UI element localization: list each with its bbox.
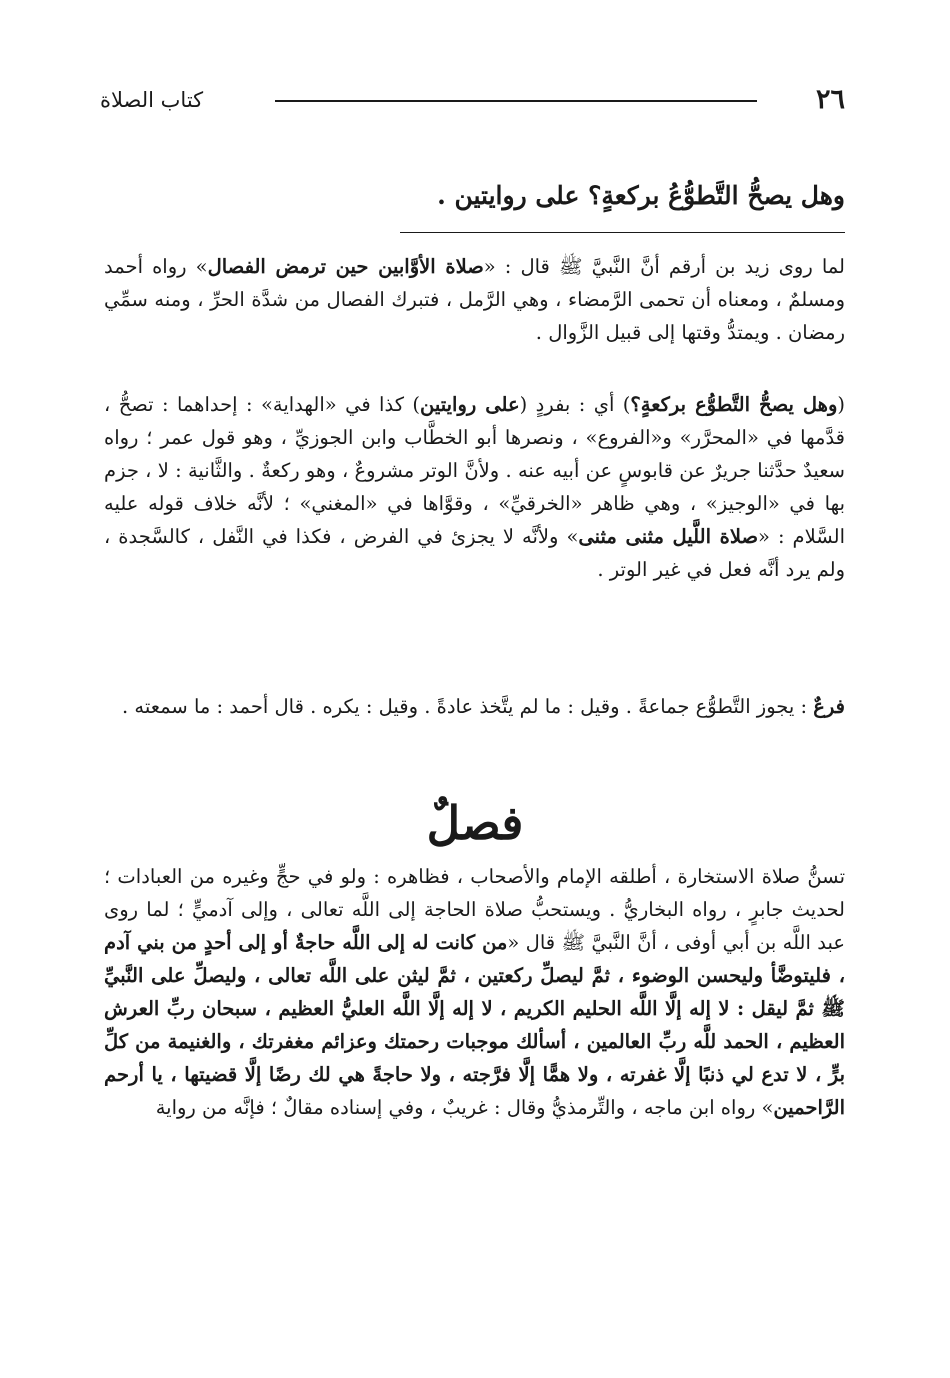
matn-rule	[400, 232, 845, 233]
text-run: ) أي : بفردٍ (	[519, 393, 631, 416]
section-heading: فصلٌ	[426, 796, 524, 850]
hadith-quote: صلاة اللَّيل مثنى مثنى	[578, 525, 759, 548]
text-run: : يجوز التَّطوُّع جماعةً . وقيل : ما لم يتَّخذ عادةً . وقيل : يكره . قال أحمد : ما سمعته .	[122, 695, 814, 718]
running-title: كتاب الصلاة	[100, 88, 204, 112]
text-run: لما روى زيد بن أرقم أنَّ النَّبيَّ ﷺ قال : «	[483, 255, 845, 278]
commentary-paragraph-3	[104, 690, 845, 723]
commentary-paragraph-1	[104, 250, 845, 349]
header-rule	[275, 100, 757, 102]
commentary-paragraph-2	[104, 388, 845, 586]
matn-statement: وهل يصحُّ التَّطوُّعُ بركعةٍ؟ على روايتين .	[437, 181, 845, 210]
text-run: » رواه أحمد ومسلمٌ ، ومعناه أن تحمى الرَّمضاء ، وهي الرَّمل ، فتبرك الفصال من شدَّة الحرِّ ، ومنه سمِّي رمضان . ويمتدُّ وقتها إلى قبيل الزَّوال .	[104, 255, 845, 344]
matn-quote: على روايتين	[420, 393, 520, 416]
text-run: » ولأنَّه لا يجزئ في الفرض ، فكذا في النَّفل ، كالسَّجدة ، ولم يرد أنَّه فعل في غير الوتر .	[104, 525, 845, 581]
page-number: ٢٦	[815, 84, 845, 115]
subheading-far: فرعٌ	[813, 695, 845, 718]
text-run: » رواه ابن ماجه ، والتِّرمذيُّ وقال : غريبٌ ، وفي إسناده مقالٌ ؛ فإنَّه من رواية	[155, 1096, 774, 1119]
commentary-paragraph-4	[104, 860, 845, 1124]
hadith-quote: صلاة الأوَّابين حين ترمض الفصال	[207, 255, 484, 278]
running-header	[100, 82, 845, 122]
text-run: (	[837, 393, 845, 416]
matn-quote: وهل يصحُّ التَّطوُّع بركعةٍ؟	[630, 393, 838, 416]
text-run: ) كذا في «الهداية» : إحداهما : تصحُّ ، قدَّمها في «المحرَّر» و«الفروع» ، ونصرها أبو الخطَّاب وابن الجوزيِّ ، وهو قول عمر ؛ رواه سعيدٌ حدَّثنا جريرٌ عن قابوسٍ عن أبيه عنه . ولأنَّ الوتر مشروعٌ ، وهو ركعةٌ . والثَّانية : لا ، جزم بها في «الوجيز» ، وهي ظاهر «الخرقيِّ» ، وقوَّاها في «المغني» ؛ لأنَّه خلاف قوله عليه السَّلام : «	[104, 393, 845, 548]
text-run: تسنُّ صلاة الاستخارة ، أطلقه الإمام والأصحاب ، فظاهره : ولو في حجٍّ وغيره من العبادات ؛ لحديث جابرٍ ، رواه البخاريُّ . ويستحبُّ صلاة الحاجة إلى اللَّه تعالى ، وإلى آدميٍّ ؛ لما روى عبد اللَّه بن أبي أوفى ، أنَّ النَّبيَّ ﷺ قال «	[104, 865, 846, 954]
hadith-quote: من كانت له إلى اللَّه حاجةٌ أو إلى أحدٍ من بني آدم ، فليتوضَّأ وليحسن الوضوء ، ثمَّ ليصلِّ ركعتين ، ثمَّ ليثن على اللَّه تعالى ، وليصلِّ على النَّبيِّ ﷺ ثمَّ ليقل : لا إله إلَّا اللَّه الحليم الكريم ، لا إله إلَّا اللَّه العليُّ العظيم ، سبحان ربِّ العرش العظيم ، الحمد للَّه ربِّ العالمين ، أسألك موجبات رحمتك وعزائم مغفرتك ، والغنيمة من كلِّ برٍّ ، لا تدع لي ذنبًا إلَّا غفرته ، ولا همًّا إلَّا فرَّجته ، ولا حاجةً هي لك رضًا إلَّا قضيتها ، يا أرحم الرَّاحمين	[104, 931, 845, 1119]
